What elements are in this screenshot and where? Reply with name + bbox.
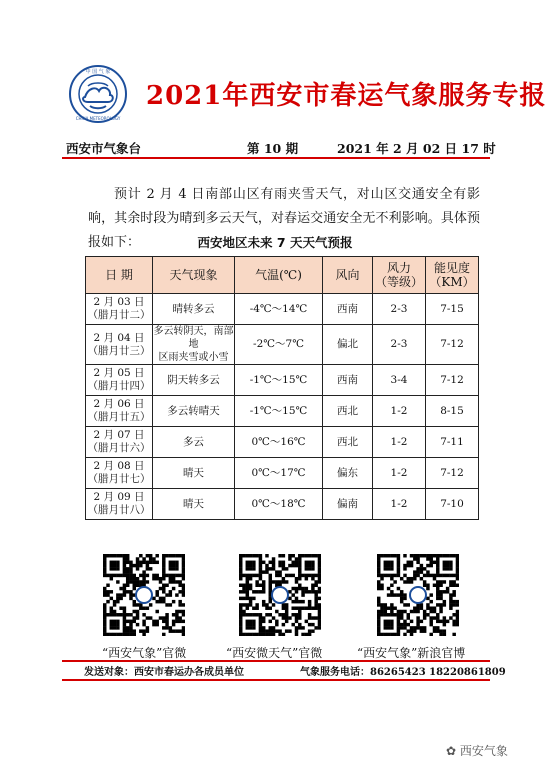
temp-cell: 0℃～18℃: [235, 489, 323, 520]
lunar-date: （腊月廿八）: [87, 504, 151, 516]
wind-dir-cell: 偏东: [323, 458, 373, 489]
temp-cell: -1℃～15℃: [235, 365, 323, 396]
temp-cell: -2℃～7℃: [235, 325, 323, 365]
date: 2 月 09 日: [93, 491, 145, 503]
qr-center-logo: [272, 587, 288, 603]
weather-line1: 多云转阴天，南部地: [153, 326, 234, 350]
header-wind-force-l2: （等级）: [374, 275, 423, 289]
table-row: [86, 294, 479, 325]
wind-force-cell: 1-2: [373, 458, 426, 489]
header-wind-force-l1: 风力: [386, 261, 411, 275]
qr-center-logo: [410, 587, 426, 603]
header-visibility-l1: 能见度: [433, 261, 470, 275]
date-cell: [86, 325, 153, 365]
date-cell: [86, 458, 153, 489]
wind-force-cell: 3-4: [373, 365, 426, 396]
watermark-text: 西安气象: [459, 744, 508, 758]
qr-code-wechat-xian-weitianqi[interactable]: [239, 554, 321, 636]
table-row: [86, 325, 479, 365]
footer-rule-bottom: [62, 679, 490, 681]
issue-number: 第 10 期: [247, 141, 299, 156]
issuing-org: 西安市气象台: [66, 141, 142, 156]
qr-center-logo: [136, 587, 152, 603]
date: 2 月 04 日: [93, 331, 145, 344]
temp-cell: 0℃～17℃: [235, 458, 323, 489]
footer-rule-top: [62, 660, 490, 662]
wind-force-cell: 1-2: [373, 489, 426, 520]
report-title: 2021年西安市春运气象服务专报: [146, 81, 547, 111]
table-row: [86, 365, 479, 396]
wind-dir-cell: 西南: [323, 294, 373, 325]
svg-text:中 国 气 象: 中 国 气 象: [85, 69, 111, 75]
wechat-watermark: [446, 742, 508, 759]
header-wind-force: [373, 257, 426, 294]
qr-caption-2: “西安微天气”官微: [226, 646, 323, 660]
visibility-cell: 7-15: [426, 294, 479, 325]
qr-code-wechat-xian-qixiang[interactable]: [103, 554, 185, 636]
header-visibility-l2: （KM）: [429, 275, 475, 289]
date-cell: [86, 427, 153, 458]
weather-cell: 晴天: [153, 489, 235, 520]
wind-dir-cell: 偏南: [323, 489, 373, 520]
visibility-cell: 7-10: [426, 489, 479, 520]
qr-caption-1: “西安气象”官微: [102, 646, 187, 660]
footer-recipients: 发送对象：西安市春运办各成员单位: [84, 667, 244, 678]
wind-force-cell: 1-2: [373, 396, 426, 427]
header-visibility: [426, 257, 479, 294]
forecast-table: [85, 256, 479, 520]
date: 2 月 06 日: [93, 398, 145, 410]
date-cell: [86, 396, 153, 427]
intro-paragraph: 预计 2 月 4 日南部山区有雨夹雪天气，对山区交通安全有影响，其余时段为晴到多云天气，对春运交通安全无不利影响。具体预报如下：: [88, 187, 480, 250]
table-title: 西安地区未来 7 天天气预报: [197, 235, 353, 250]
lunar-date: （腊月廿三）: [87, 344, 151, 357]
issue-date: 2021 年 2 月 02 日 17 时: [337, 141, 496, 156]
temp-cell: -4℃～14℃: [235, 294, 323, 325]
weather-line2: 区雨夹雪或小雪: [158, 352, 229, 363]
date-cell: [86, 489, 153, 520]
cma-logo: [68, 64, 128, 124]
table-row: [86, 489, 479, 520]
date-cell: [86, 365, 153, 396]
temp-cell: -1℃～15℃: [235, 396, 323, 427]
visibility-cell: 7-11: [426, 427, 479, 458]
lunar-date: （腊月廿四）: [87, 380, 151, 392]
header-date: 日 期: [86, 257, 153, 294]
temp-cell: 0℃～16℃: [235, 427, 323, 458]
lunar-date: （腊月廿五）: [87, 411, 151, 423]
footer-hotline: 气象服务电话：86265423 18220861809: [300, 667, 506, 678]
wind-dir-cell: 西北: [323, 396, 373, 427]
lunar-date: （腊月廿六）: [87, 442, 151, 454]
table-row: [86, 458, 479, 489]
weather-cell: 阴天转多云: [153, 365, 235, 396]
qr-code-weibo-xian-qixiang[interactable]: [377, 554, 459, 636]
date: 2 月 08 日: [93, 460, 145, 472]
wechat-icon: ✿: [446, 744, 457, 758]
header-divider: [62, 157, 490, 159]
header-temp: 气温(℃): [235, 257, 323, 294]
wind-force-cell: 2-3: [373, 325, 426, 365]
wind-force-cell: 1-2: [373, 427, 426, 458]
weather-cell: 晴转多云: [153, 294, 235, 325]
visibility-cell: 7-12: [426, 458, 479, 489]
wind-force-cell: 2-3: [373, 294, 426, 325]
visibility-cell: 7-12: [426, 325, 479, 365]
weather-cell: [153, 325, 235, 365]
visibility-cell: 8-15: [426, 396, 479, 427]
header-wind-dir: 风向: [323, 257, 373, 294]
lunar-date: （腊月廿七）: [87, 473, 151, 485]
table-row: [86, 396, 479, 427]
weather-cell: 晴天: [153, 458, 235, 489]
weather-cell: 多云转晴天: [153, 396, 235, 427]
table-row: [86, 427, 479, 458]
date: 2 月 07 日: [93, 429, 145, 441]
date: 2 月 05 日: [93, 367, 145, 379]
wind-dir-cell: 西南: [323, 365, 373, 396]
lunar-date: （腊月廿二）: [87, 309, 151, 321]
qr-caption-3: “西安气象”新浪官博: [357, 646, 466, 660]
visibility-cell: 7-12: [426, 365, 479, 396]
table-header-row: [86, 257, 479, 294]
weather-cell: 多云: [153, 427, 235, 458]
date-cell: [86, 294, 153, 325]
date: 2 月 03 日: [93, 296, 145, 308]
wind-dir-cell: 西北: [323, 427, 373, 458]
header-weather: 天气现象: [153, 257, 235, 294]
svg-text:CHINA METEOROLOGY: CHINA METEOROLOGY: [75, 116, 121, 121]
wind-dir-cell: 偏北: [323, 325, 373, 365]
